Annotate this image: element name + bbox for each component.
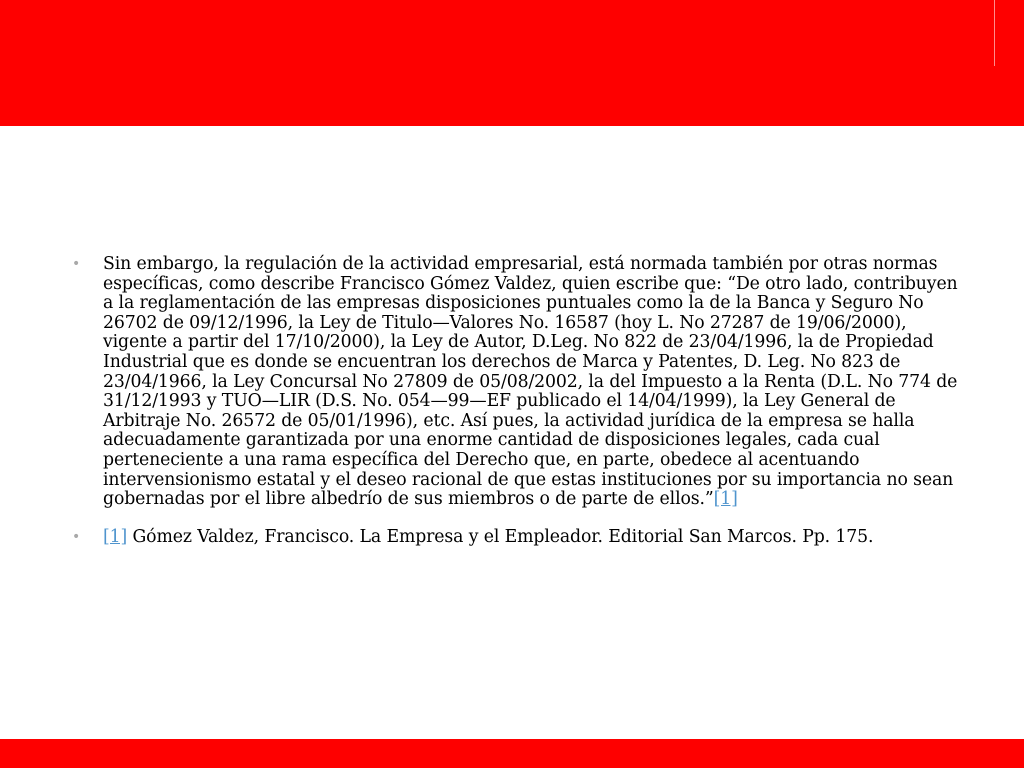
footnote-line — [103, 528, 972, 548]
bullet-icon: • — [72, 528, 81, 545]
list-item — [72, 528, 972, 548]
top-red-band — [0, 0, 1024, 126]
top-band-divider-line — [994, 0, 995, 66]
bottom-red-band — [0, 739, 1024, 768]
main-paragraph: Sin embargo, la regulación de la actividad empresarial, está normada también por otras normas específicas, como describe Francisco Gómez Valdez, quien escribe que: “De otro lado, contribuyen a la reglamentación de las empresas disposiciones puntuales como la de la Banca y Seguro No 26702 de 09/12/1996, la Ley de Titulo—Valores No. 16587 (hoy L. No 27287 de 19/06/2000), vigente a partir del 17/10/2000), la Ley de Autor, D.Leg. No 822 de 23/04/1996, la de Propiedad Industrial que es donde se encuentran los derechos de Marca y Patentes, D. Leg. No 823 de 23/04/1966, la Ley Concursal No 27809 de 05/08/2002, la del Impuesto a la Renta (D.L. No 774 de 31/12/1993 y TUO—LIR (D.S. No. 054—99—EF publicado el 14/04/1999), la Ley General de Arbitraje No. 26572 de 05/01/1996), etc. Así pues, la actividad jurídica de la empresa se halla adecuadamente garantizada por una enorme cantidad de disposiciones legales, cada cual perteneciente a una rama específica del Derecho que, en parte, obedece al acentuando intervensionismo estatal y el deseo racional de que estas instituciones por su importancia no sean gobernadas por el libre albedrío de sus miembros o de parte de ellos.” — [103, 254, 958, 510]
bullet-icon: • — [72, 256, 81, 272]
slide-content-list — [72, 255, 972, 555]
footnote-back-link[interactable]: [1] — [103, 526, 128, 547]
list-item — [72, 255, 972, 510]
footnote-text: Gómez Valdez, Francisco. La Empresa y el Empleador. Editorial San Marcos. Pp. 175. — [127, 526, 874, 547]
footnote-reference-link[interactable]: [1] — [713, 489, 738, 510]
